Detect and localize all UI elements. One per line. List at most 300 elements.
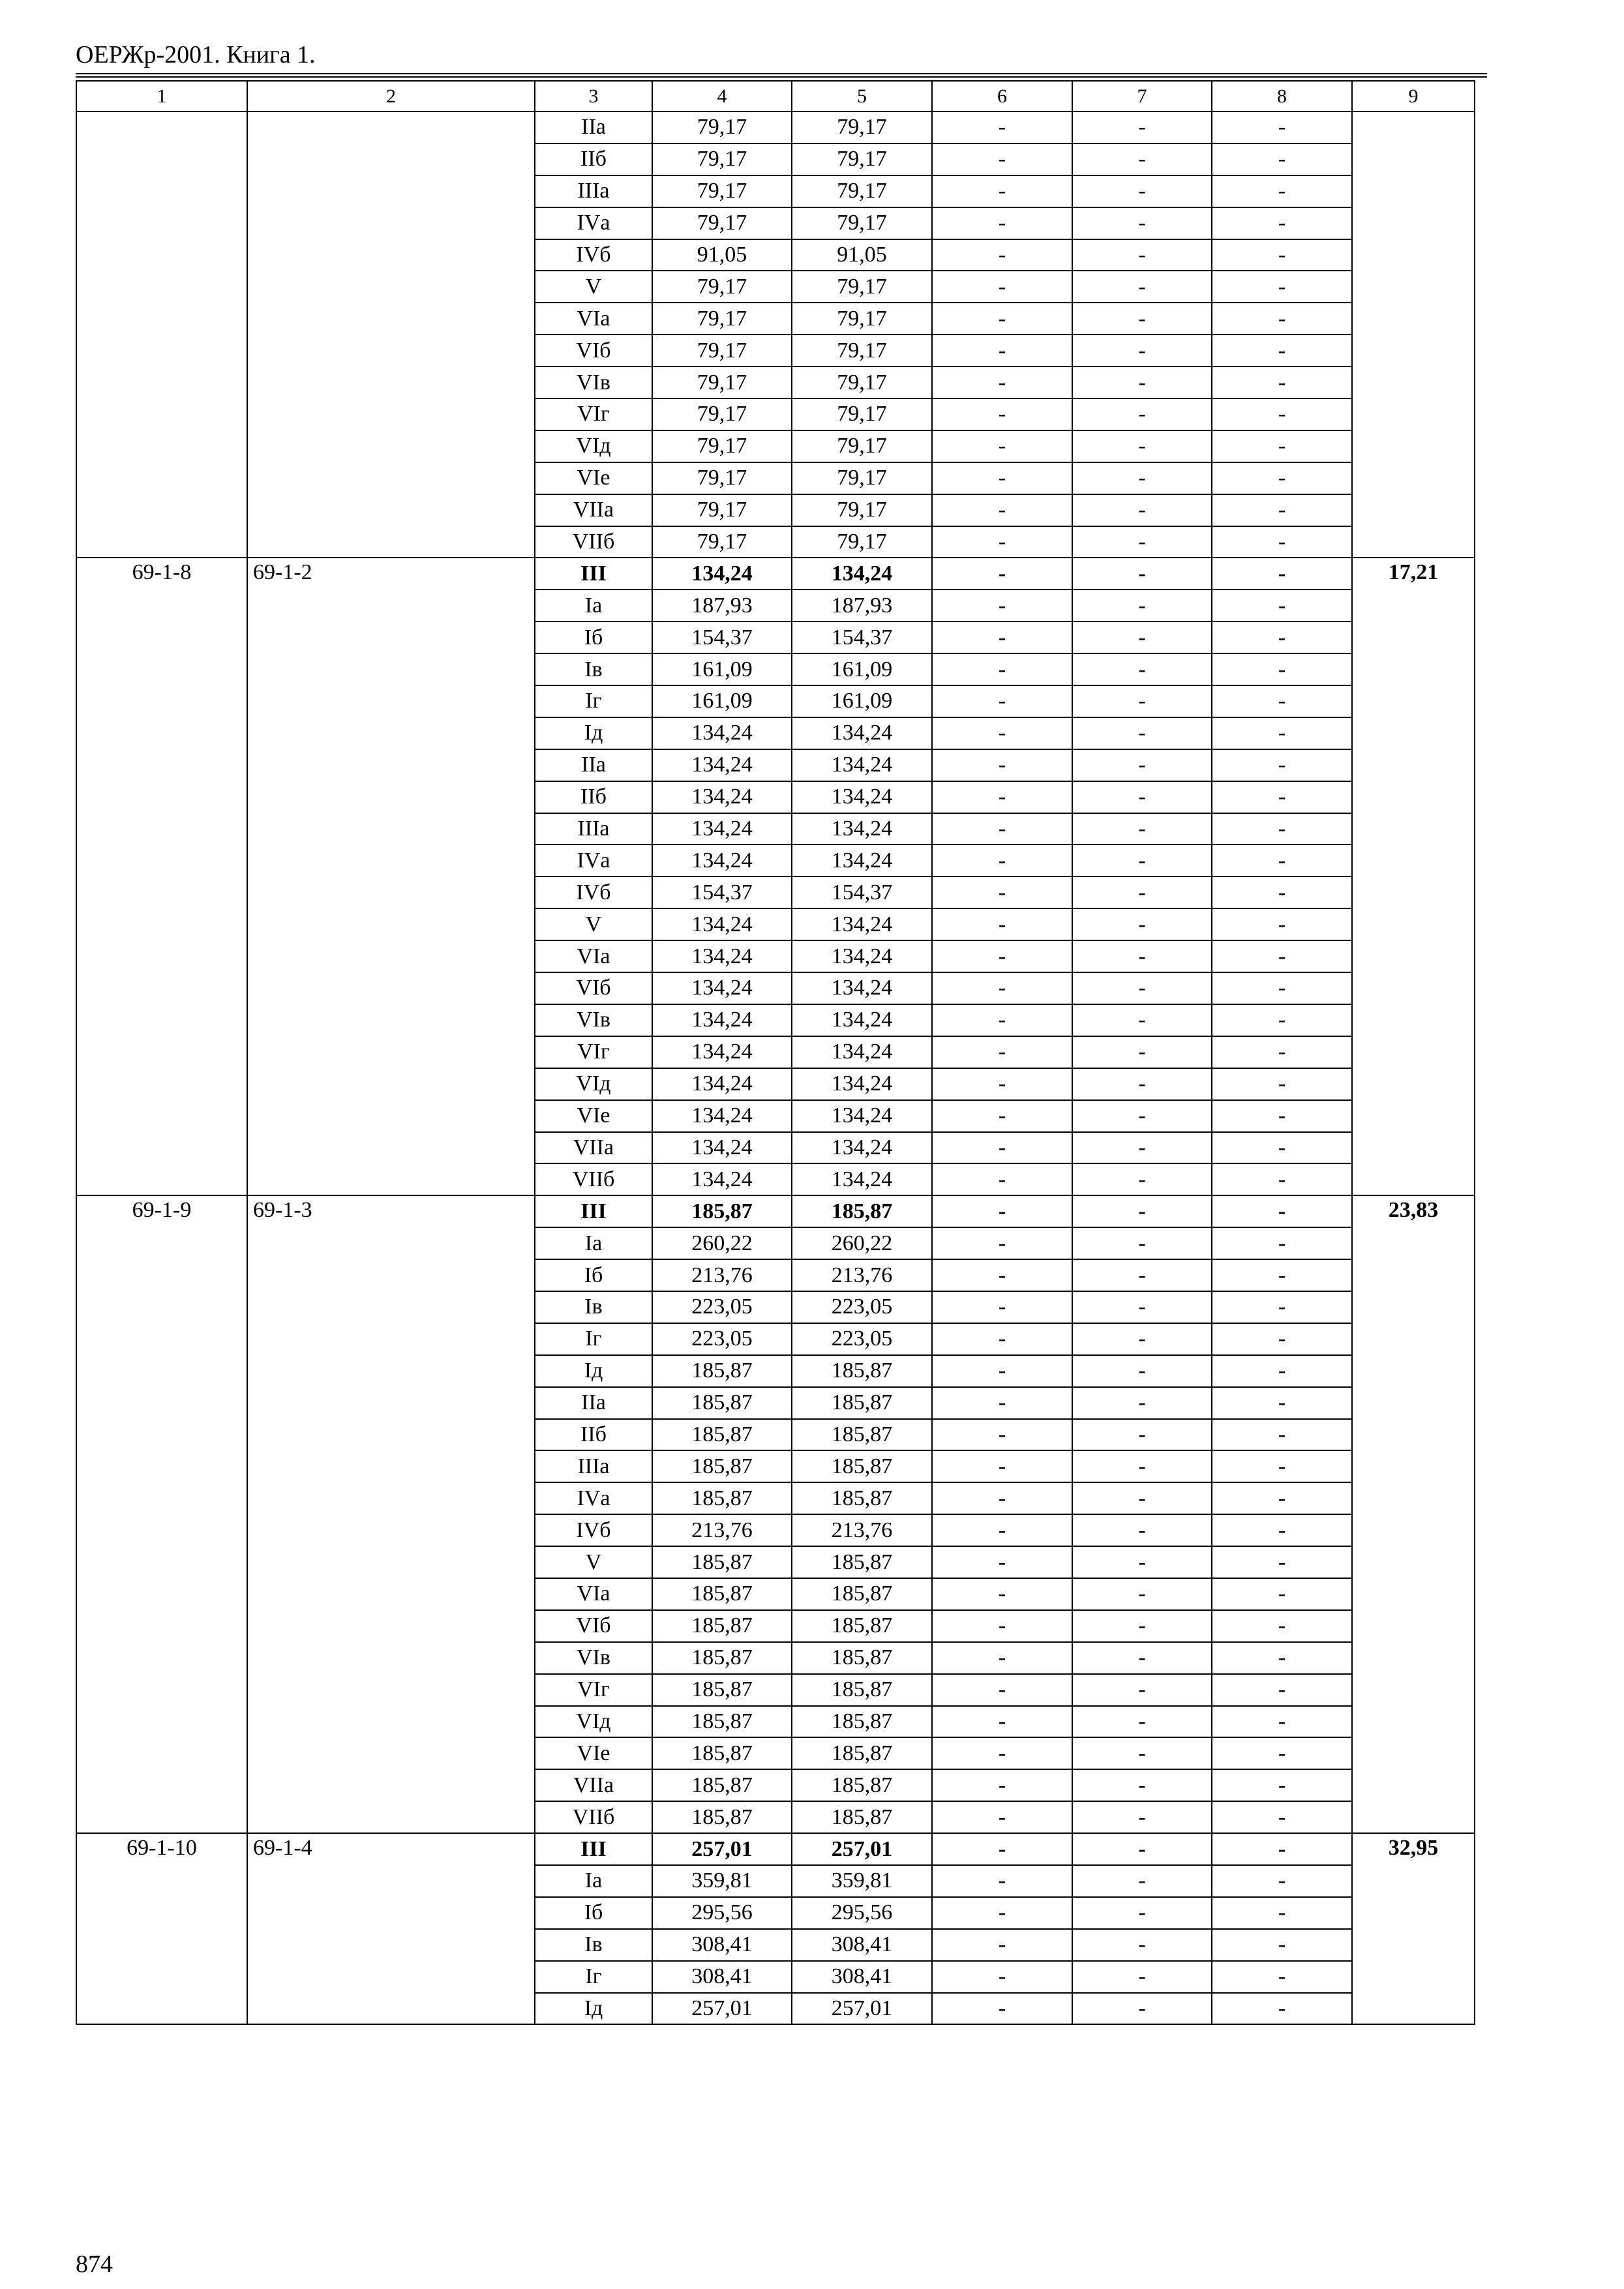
value-cell: 79,17 xyxy=(792,271,932,303)
zone-cell: Iв xyxy=(535,1291,652,1323)
value-cell: - xyxy=(1212,558,1352,590)
value-cell: - xyxy=(932,494,1072,526)
value-cell: 134,24 xyxy=(792,1163,932,1195)
table-row xyxy=(76,112,1475,143)
zone-cell: IIа xyxy=(535,1387,652,1419)
value-cell: - xyxy=(1212,1897,1352,1929)
value-cell: - xyxy=(1072,1227,1212,1259)
total-cell: 32,95 xyxy=(1352,1833,1475,2024)
value-cell: 134,24 xyxy=(792,1036,932,1068)
value-cell: 79,17 xyxy=(652,303,792,335)
value-cell: 134,24 xyxy=(652,972,792,1004)
value-cell: 185,87 xyxy=(792,1387,932,1419)
value-cell: - xyxy=(1072,1769,1212,1801)
value-cell: 79,17 xyxy=(792,462,932,494)
value-cell: 359,81 xyxy=(792,1865,932,1897)
value-cell: - xyxy=(932,1323,1072,1355)
value-cell: 134,24 xyxy=(792,717,932,749)
value-cell: - xyxy=(932,1801,1072,1833)
value-cell: 134,24 xyxy=(792,781,932,813)
value-cell: 257,01 xyxy=(652,1993,792,2025)
value-cell: 79,17 xyxy=(792,112,932,143)
value-cell: - xyxy=(1072,207,1212,239)
value-cell: 161,09 xyxy=(652,685,792,717)
value-cell: 185,87 xyxy=(652,1769,792,1801)
value-cell: - xyxy=(1212,430,1352,462)
value-cell: - xyxy=(1212,1355,1352,1387)
value-cell: - xyxy=(1072,1737,1212,1769)
value-cell: 79,17 xyxy=(792,367,932,398)
value-cell: - xyxy=(1072,1578,1212,1610)
value-cell: 260,22 xyxy=(792,1227,932,1259)
value-cell: 185,87 xyxy=(652,1642,792,1674)
value-cell: - xyxy=(932,1706,1072,1738)
value-cell: 134,24 xyxy=(792,749,932,781)
zone-cell: IVб xyxy=(535,1514,652,1546)
value-cell: 260,22 xyxy=(652,1227,792,1259)
zone-cell: Iв xyxy=(535,1929,652,1961)
value-cell: - xyxy=(1072,813,1212,845)
value-cell: - xyxy=(932,653,1072,685)
column-number: 5 xyxy=(792,81,932,112)
value-cell: 213,76 xyxy=(652,1514,792,1546)
value-cell: 257,01 xyxy=(652,1833,792,1865)
value-cell: - xyxy=(1212,143,1352,175)
value-cell: 185,87 xyxy=(792,1355,932,1387)
value-cell: - xyxy=(932,845,1072,876)
value-cell: - xyxy=(932,717,1072,749)
value-cell: - xyxy=(1212,1068,1352,1100)
value-cell: - xyxy=(932,908,1072,940)
value-cell: 79,17 xyxy=(652,112,792,143)
value-cell: - xyxy=(1072,590,1212,621)
value-cell: - xyxy=(1072,1068,1212,1100)
item-code-cell xyxy=(76,112,247,558)
zone-cell: VIв xyxy=(535,1642,652,1674)
value-cell: 308,41 xyxy=(652,1961,792,1993)
value-cell: 257,01 xyxy=(792,1993,932,2025)
zone-cell: IIIа xyxy=(535,175,652,207)
value-cell: - xyxy=(1212,398,1352,430)
zone-cell: Iд xyxy=(535,717,652,749)
value-cell: - xyxy=(1072,1323,1212,1355)
rates-table xyxy=(76,80,1475,2025)
value-cell: - xyxy=(1212,1004,1352,1036)
value-cell: - xyxy=(1072,653,1212,685)
value-cell: 185,87 xyxy=(652,1674,792,1706)
value-cell: 134,24 xyxy=(652,845,792,876)
value-cell: 185,87 xyxy=(652,1706,792,1738)
value-cell: - xyxy=(1072,1610,1212,1642)
zone-cell: III xyxy=(535,558,652,590)
value-cell: 154,37 xyxy=(652,876,792,908)
value-cell: - xyxy=(1072,1355,1212,1387)
value-cell: - xyxy=(1072,1132,1212,1164)
value-cell: - xyxy=(1212,207,1352,239)
value-cell: - xyxy=(1212,1865,1352,1897)
value-cell: - xyxy=(1212,1674,1352,1706)
value-cell: 79,17 xyxy=(652,175,792,207)
value-cell: - xyxy=(1072,717,1212,749)
value-cell: - xyxy=(1212,781,1352,813)
value-cell: - xyxy=(932,1578,1072,1610)
value-cell: - xyxy=(932,1482,1072,1514)
value-cell: 185,87 xyxy=(652,1195,792,1227)
zone-cell: IVа xyxy=(535,207,652,239)
value-cell: - xyxy=(932,1546,1072,1578)
value-cell: - xyxy=(1072,1450,1212,1482)
value-cell: - xyxy=(1212,1546,1352,1578)
value-cell: - xyxy=(932,1961,1072,1993)
item-code-cell: 69-1-8 xyxy=(76,558,247,1195)
value-cell: - xyxy=(932,1419,1072,1451)
value-cell: - xyxy=(1072,1865,1212,1897)
value-cell: - xyxy=(1072,972,1212,1004)
value-cell: 185,87 xyxy=(792,1769,932,1801)
value-cell: - xyxy=(1072,1482,1212,1514)
value-cell: - xyxy=(1072,1004,1212,1036)
value-cell: - xyxy=(1072,685,1212,717)
value-cell: - xyxy=(932,1993,1072,2025)
value-cell: - xyxy=(932,1291,1072,1323)
value-cell: - xyxy=(1072,1291,1212,1323)
value-cell: - xyxy=(932,1737,1072,1769)
value-cell: - xyxy=(1072,1387,1212,1419)
value-cell: - xyxy=(932,1195,1072,1227)
zone-cell: VIе xyxy=(535,1737,652,1769)
value-cell: - xyxy=(932,175,1072,207)
value-cell: - xyxy=(1212,908,1352,940)
value-cell: 185,87 xyxy=(652,1801,792,1833)
value-cell: 134,24 xyxy=(652,717,792,749)
zone-cell: VIа xyxy=(535,1578,652,1610)
value-cell: 185,87 xyxy=(792,1610,932,1642)
value-cell: - xyxy=(932,876,1072,908)
value-cell: - xyxy=(1072,1674,1212,1706)
value-cell: - xyxy=(932,1674,1072,1706)
value-cell: 161,09 xyxy=(792,685,932,717)
value-cell: - xyxy=(1072,398,1212,430)
zone-cell: V xyxy=(535,908,652,940)
value-cell: 134,24 xyxy=(792,845,932,876)
page-header-title: ОЕРЖр-2001. Книга 1. xyxy=(76,41,316,68)
value-cell: - xyxy=(1212,175,1352,207)
value-cell: 91,05 xyxy=(792,239,932,271)
value-cell: 185,87 xyxy=(652,1737,792,1769)
value-cell: - xyxy=(1072,1833,1212,1865)
value-cell: - xyxy=(1072,1259,1212,1291)
column-number: 6 xyxy=(932,81,1072,112)
zone-cell: IVб xyxy=(535,239,652,271)
value-cell: 213,76 xyxy=(792,1259,932,1291)
value-cell: 134,24 xyxy=(652,781,792,813)
value-cell: 134,24 xyxy=(792,1004,932,1036)
value-cell: - xyxy=(1072,781,1212,813)
value-cell: 185,87 xyxy=(652,1482,792,1514)
value-cell: - xyxy=(932,1227,1072,1259)
value-cell: - xyxy=(932,1163,1072,1195)
value-cell: 185,87 xyxy=(652,1546,792,1578)
value-cell: 134,24 xyxy=(652,940,792,972)
value-cell: 134,24 xyxy=(652,1004,792,1036)
value-cell: 134,24 xyxy=(652,1036,792,1068)
zone-cell: VIб xyxy=(535,1610,652,1642)
value-cell: 185,87 xyxy=(792,1482,932,1514)
zone-cell: Iг xyxy=(535,1961,652,1993)
value-cell: - xyxy=(1212,494,1352,526)
zone-cell: VIд xyxy=(535,430,652,462)
value-cell: - xyxy=(1072,1801,1212,1833)
value-cell: - xyxy=(1212,685,1352,717)
zone-cell: VIг xyxy=(535,1036,652,1068)
column-number: 3 xyxy=(535,81,652,112)
zone-cell: VIг xyxy=(535,1674,652,1706)
value-cell: 185,87 xyxy=(792,1674,932,1706)
value-cell: 223,05 xyxy=(792,1291,932,1323)
value-cell: 79,17 xyxy=(792,398,932,430)
value-cell: 223,05 xyxy=(792,1323,932,1355)
value-cell: 134,24 xyxy=(652,908,792,940)
value-cell: - xyxy=(1212,1450,1352,1482)
value-cell: 223,05 xyxy=(652,1291,792,1323)
value-cell: 134,24 xyxy=(792,558,932,590)
value-cell: - xyxy=(932,781,1072,813)
table-body xyxy=(76,81,1475,2024)
value-cell: - xyxy=(1212,1387,1352,1419)
value-cell: - xyxy=(1212,367,1352,398)
value-cell: - xyxy=(1212,1163,1352,1195)
value-cell: 79,17 xyxy=(792,526,932,558)
value-cell: 185,87 xyxy=(792,1578,932,1610)
value-cell: - xyxy=(932,1259,1072,1291)
column-number: 9 xyxy=(1352,81,1475,112)
zone-cell: VIе xyxy=(535,1100,652,1132)
zone-cell: VIд xyxy=(535,1706,652,1738)
value-cell: 79,17 xyxy=(652,271,792,303)
value-cell: 185,87 xyxy=(652,1450,792,1482)
value-cell: - xyxy=(932,558,1072,590)
value-cell: - xyxy=(932,462,1072,494)
value-cell: 295,56 xyxy=(652,1897,792,1929)
zone-cell: Iд xyxy=(535,1355,652,1387)
value-cell: 134,24 xyxy=(652,1132,792,1164)
value-cell: - xyxy=(932,1929,1072,1961)
value-cell: 134,24 xyxy=(792,972,932,1004)
value-cell: 308,41 xyxy=(652,1929,792,1961)
value-cell: 308,41 xyxy=(792,1929,932,1961)
value-cell: 185,87 xyxy=(792,1706,932,1738)
zone-cell: Iб xyxy=(535,1259,652,1291)
value-cell: 185,87 xyxy=(652,1387,792,1419)
value-cell: - xyxy=(1212,653,1352,685)
value-cell: - xyxy=(932,1355,1072,1387)
value-cell: 79,17 xyxy=(792,303,932,335)
value-cell: - xyxy=(1212,1929,1352,1961)
zone-cell: Iа xyxy=(535,590,652,621)
value-cell: 134,24 xyxy=(652,558,792,590)
value-cell: 79,17 xyxy=(652,398,792,430)
value-cell: 185,87 xyxy=(652,1610,792,1642)
zone-cell: V xyxy=(535,271,652,303)
value-cell: - xyxy=(1212,1514,1352,1546)
zone-cell: VIIа xyxy=(535,1132,652,1164)
column-number: 2 xyxy=(247,81,535,112)
value-cell: - xyxy=(1212,1036,1352,1068)
value-cell: 79,17 xyxy=(792,175,932,207)
value-cell: 154,37 xyxy=(652,621,792,653)
value-cell: - xyxy=(1072,1195,1212,1227)
zone-cell: IIа xyxy=(535,749,652,781)
column-number: 4 xyxy=(652,81,792,112)
value-cell: - xyxy=(932,1610,1072,1642)
value-cell: - xyxy=(1072,1642,1212,1674)
value-cell: 154,37 xyxy=(792,621,932,653)
table-row xyxy=(76,558,1475,590)
value-cell: - xyxy=(1212,1227,1352,1259)
value-cell: - xyxy=(1212,239,1352,271)
value-cell: - xyxy=(932,972,1072,1004)
value-cell: - xyxy=(1072,1036,1212,1068)
value-cell: 359,81 xyxy=(652,1865,792,1897)
value-cell: - xyxy=(1212,335,1352,367)
zone-cell: Iг xyxy=(535,1323,652,1355)
zone-cell: VIIб xyxy=(535,1163,652,1195)
value-cell: - xyxy=(1072,1514,1212,1546)
value-cell: - xyxy=(1212,1833,1352,1865)
zone-cell: Iг xyxy=(535,685,652,717)
value-cell: - xyxy=(1212,876,1352,908)
value-cell: - xyxy=(932,1004,1072,1036)
zone-cell: VIе xyxy=(535,462,652,494)
value-cell: - xyxy=(932,1897,1072,1929)
value-cell: - xyxy=(1072,1419,1212,1451)
value-cell: 134,24 xyxy=(652,1100,792,1132)
value-cell: - xyxy=(1072,494,1212,526)
value-cell: - xyxy=(1072,1993,1212,2025)
value-cell: 185,87 xyxy=(652,1355,792,1387)
value-cell: - xyxy=(1212,1961,1352,1993)
total-cell: 23,83 xyxy=(1352,1195,1475,1833)
value-cell: - xyxy=(932,621,1072,653)
value-cell: 185,87 xyxy=(652,1578,792,1610)
value-cell: 91,05 xyxy=(652,239,792,271)
header-rule xyxy=(76,76,1487,78)
value-cell: - xyxy=(1212,1419,1352,1451)
column-number-row xyxy=(76,81,1475,112)
value-cell: - xyxy=(932,367,1072,398)
value-cell: - xyxy=(932,207,1072,239)
value-cell: 134,24 xyxy=(792,813,932,845)
value-cell: 134,24 xyxy=(792,1068,932,1100)
value-cell: 308,41 xyxy=(792,1961,932,1993)
value-cell: - xyxy=(1072,271,1212,303)
table-row xyxy=(76,1195,1475,1227)
value-cell: 79,17 xyxy=(652,430,792,462)
zone-cell: Iа xyxy=(535,1227,652,1259)
value-cell: - xyxy=(1212,813,1352,845)
value-cell: 295,56 xyxy=(792,1897,932,1929)
zone-cell: VIIб xyxy=(535,526,652,558)
ref-code-cell: 69-1-2 xyxy=(247,558,535,1195)
zone-cell: IIб xyxy=(535,143,652,175)
value-cell: - xyxy=(1072,239,1212,271)
zone-cell: IIIа xyxy=(535,813,652,845)
value-cell: - xyxy=(1212,1610,1352,1642)
value-cell: 185,87 xyxy=(792,1801,932,1833)
value-cell: - xyxy=(1212,717,1352,749)
value-cell: - xyxy=(932,1036,1072,1068)
value-cell: 134,24 xyxy=(792,1100,932,1132)
value-cell: 185,87 xyxy=(792,1546,932,1578)
value-cell: 134,24 xyxy=(792,1132,932,1164)
value-cell: - xyxy=(1072,940,1212,972)
value-cell: - xyxy=(932,526,1072,558)
value-cell: 79,17 xyxy=(792,494,932,526)
zone-cell: IVа xyxy=(535,1482,652,1514)
value-cell: - xyxy=(1212,462,1352,494)
value-cell: - xyxy=(1072,1163,1212,1195)
value-cell: 213,76 xyxy=(652,1259,792,1291)
value-cell: - xyxy=(932,1100,1072,1132)
zone-cell: IVа xyxy=(535,845,652,876)
zone-cell: VIа xyxy=(535,940,652,972)
zone-cell: VIг xyxy=(535,398,652,430)
value-cell: 154,37 xyxy=(792,876,932,908)
value-cell: 79,17 xyxy=(652,207,792,239)
value-cell: 185,87 xyxy=(652,1419,792,1451)
value-cell: - xyxy=(1072,175,1212,207)
zone-cell: III xyxy=(535,1195,652,1227)
value-cell: - xyxy=(932,112,1072,143)
value-cell: 79,17 xyxy=(652,462,792,494)
zone-cell: VIд xyxy=(535,1068,652,1100)
value-cell: - xyxy=(1072,845,1212,876)
value-cell: - xyxy=(1212,112,1352,143)
value-cell: - xyxy=(1212,271,1352,303)
value-cell: - xyxy=(1072,558,1212,590)
zone-cell: VIIб xyxy=(535,1801,652,1833)
page-number: 874 xyxy=(76,2251,113,2278)
value-cell: - xyxy=(1212,1737,1352,1769)
value-cell: - xyxy=(932,1833,1072,1865)
value-cell: - xyxy=(1072,143,1212,175)
value-cell: - xyxy=(1212,590,1352,621)
value-cell: - xyxy=(932,1450,1072,1482)
value-cell: 223,05 xyxy=(652,1323,792,1355)
zone-cell: IIIа xyxy=(535,1450,652,1482)
value-cell: - xyxy=(1212,749,1352,781)
value-cell: 185,87 xyxy=(792,1737,932,1769)
value-cell: - xyxy=(932,590,1072,621)
value-cell: - xyxy=(1072,526,1212,558)
value-cell: - xyxy=(1212,1769,1352,1801)
value-cell: - xyxy=(1072,621,1212,653)
value-cell: - xyxy=(932,685,1072,717)
zone-cell: VIб xyxy=(535,335,652,367)
total-cell xyxy=(1352,112,1475,558)
zone-cell: Iб xyxy=(535,1897,652,1929)
ref-code-cell: 69-1-3 xyxy=(247,1195,535,1833)
value-cell: - xyxy=(1212,1259,1352,1291)
value-cell: 187,93 xyxy=(652,590,792,621)
zone-cell: VIв xyxy=(535,367,652,398)
zone-cell: IIа xyxy=(535,112,652,143)
value-cell: - xyxy=(1212,1291,1352,1323)
value-cell: - xyxy=(932,398,1072,430)
value-cell: - xyxy=(1212,972,1352,1004)
value-cell: - xyxy=(1212,1993,1352,2025)
value-cell: - xyxy=(1212,1100,1352,1132)
